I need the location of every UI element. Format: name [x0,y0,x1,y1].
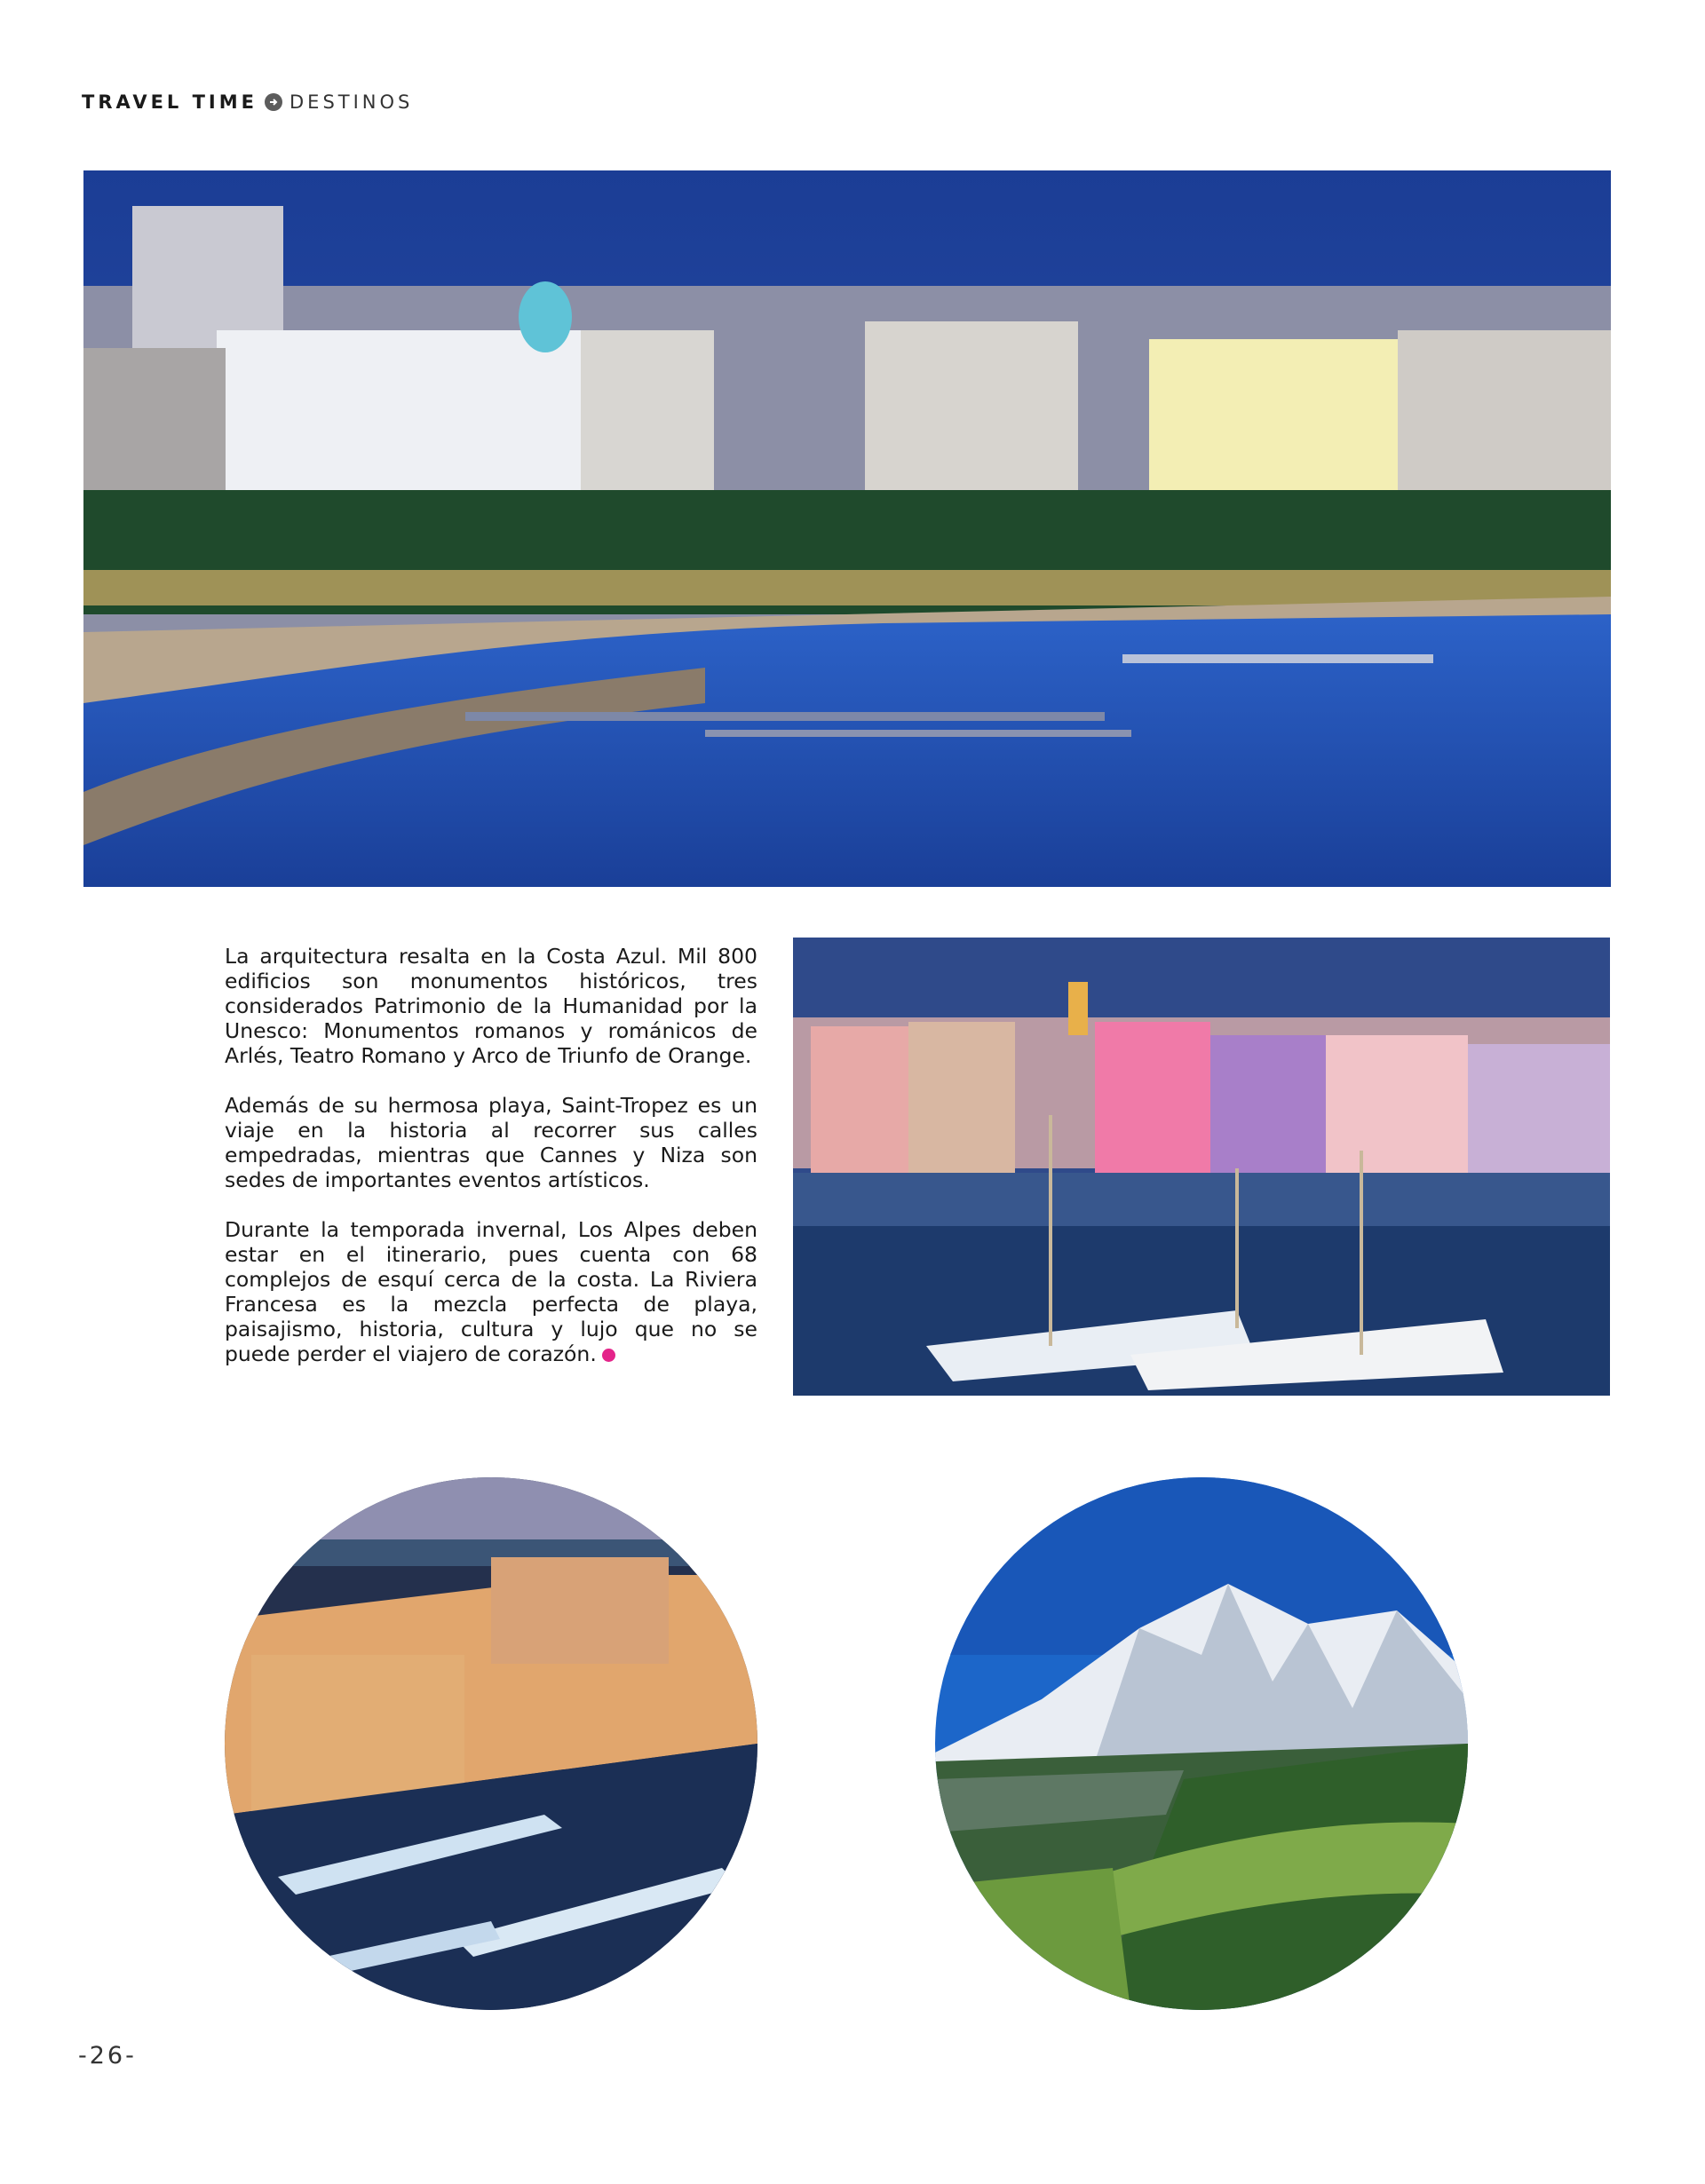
section-title: DESTINOS [289,91,414,113]
paragraph: La arquitectura resalta en la Costa Azul. Mil 800 edificios son monumentos históricos, tres considerados Patrimonio de la Humanidad por la Unesco: Monumentos romanos y románicos de Arlés, Teatro Romano y Arco de Triunfo de Orange. [225,944,757,1068]
article-body [225,944,757,1391]
alps-mountain-image [935,1477,1468,2010]
paragraph-text: Durante la temporada invernal, Los Alpes deben estar en el itinerario, pues cuenta con 68 complejos de esquí cerca de la costa. La Riviera Francesa es la mezcla perfecta de playa, paisajismo, historia, cultura y lujo que no se puede perder el viajero de corazón. [225,1217,757,1366]
marina-circle-photo [225,1477,757,2010]
harbor-photo [793,938,1610,1396]
hero-photo [83,170,1611,887]
saint-tropez-harbor-image [793,938,1610,1396]
monaco-marina-image [225,1477,757,2010]
paragraph [225,1217,757,1366]
page-header [82,89,413,115]
end-mark-dot-icon [602,1349,615,1362]
cannes-waterfront-image [83,170,1611,887]
alps-circle-photo [935,1477,1468,2010]
arrow-circle-icon [265,93,282,111]
page-number: -26- [78,2042,137,2069]
magazine-title: TRAVEL TIME [82,91,258,113]
paragraph: Además de su hermosa playa, Saint-Tropez es un viaje en la historia al recorrer sus calles empedradas, mientras que Cannes y Niza son sedes de importantes eventos artísticos. [225,1093,757,1192]
